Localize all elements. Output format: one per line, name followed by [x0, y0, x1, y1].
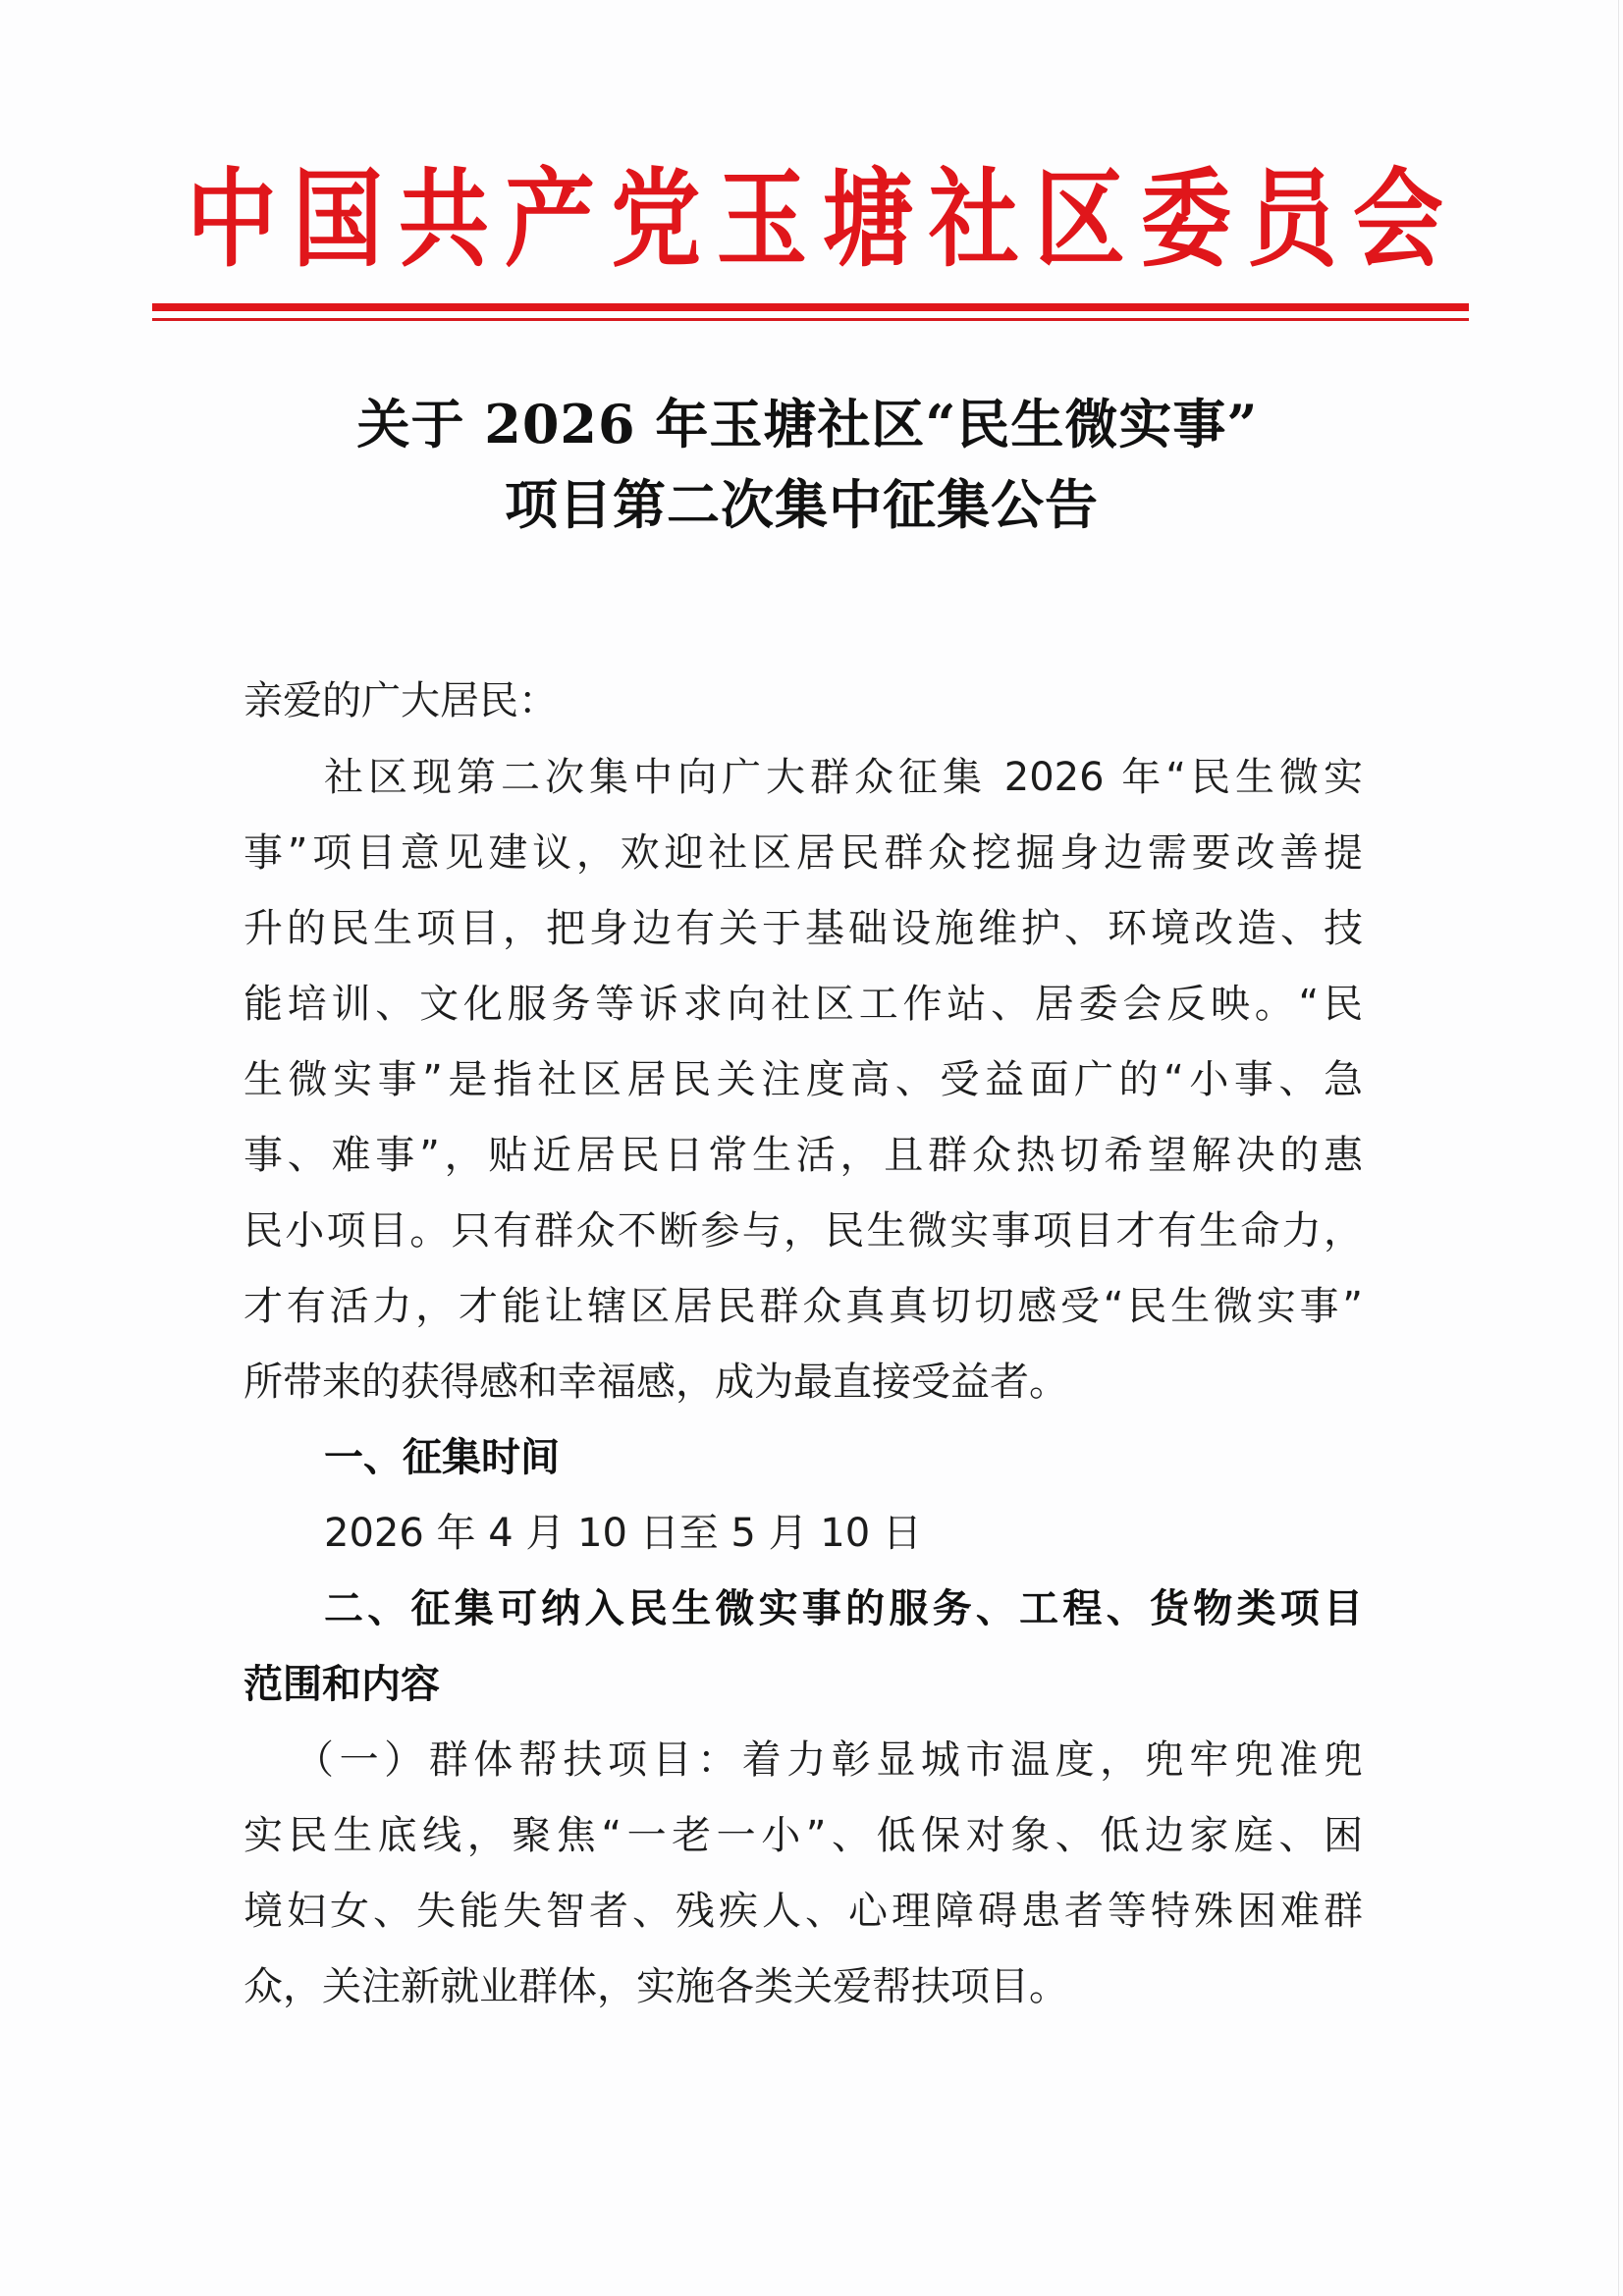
- paragraph-line: 能培训、文化服务等诉求向社区工作站、居委会反映。“民: [243, 982, 1363, 1027]
- letterhead-char: 产: [504, 155, 595, 282]
- section-heading-scope-cont: 范围和内容: [243, 1662, 440, 1707]
- document-title-line-2: 项目第二次集中征集公告: [505, 473, 1099, 536]
- section-heading-collection-time: 一、征集时间: [324, 1435, 560, 1480]
- letterhead-char: 共: [398, 155, 489, 282]
- paragraph-line: 生微实事”是指社区居民关注度高、受益面广的“小事、急: [243, 1057, 1363, 1102]
- letterhead-char: 中: [187, 155, 278, 282]
- paragraph-line: 才有活力，才能让辖区居民群众真真切切感受“民生微实事”: [243, 1284, 1363, 1329]
- letterhead-title: [187, 157, 1443, 280]
- document-title-line-1: 关于 2026 年玉塘社区“民生微实事”: [356, 393, 1259, 455]
- paragraph-line: 所带来的获得感和幸福感，成为最直接受益者。: [243, 1360, 1068, 1405]
- paragraph-line: 众，关注新就业群体，实施各类关爱帮扶项目。: [243, 1964, 1068, 2009]
- letterhead-char: 国: [292, 155, 383, 282]
- letterhead-char: 区: [1034, 155, 1125, 282]
- letterhead-char: 会: [1352, 155, 1443, 282]
- letterhead-rule-thin: [152, 318, 1469, 321]
- letterhead-char: 委: [1140, 155, 1231, 282]
- section-heading-scope: 二、征集可纳入民生微实事的服务、工程、货物类项目: [324, 1586, 1363, 1631]
- paragraph-line: 社区现第二次集中向广大群众征集 2026 年“民生微实: [324, 755, 1363, 800]
- salutation: 亲爱的广大居民：: [243, 678, 558, 723]
- letterhead-char: 社: [928, 155, 1019, 282]
- letterhead-rule-thick: [152, 303, 1469, 311]
- letterhead-char: 党: [610, 155, 701, 282]
- paragraph-line: 事”项目意见建议，欢迎社区居民群众挖掘身边需要改善提: [243, 830, 1363, 876]
- letterhead-char: 塘: [822, 155, 913, 282]
- paragraph-line: 升的民生项目，把身边有关于基础设施维护、环境改造、技: [243, 906, 1363, 951]
- paragraph-line: 实民生底线，聚焦“一老一小”、低保对象、低边家庭、困: [243, 1813, 1363, 1858]
- paragraph-line: （一）群体帮扶项目：着力彰显城市温度，兜牢兜准兜: [295, 1737, 1363, 1783]
- paragraph-line: 境妇女、失能失智者、残疾人、心理障碍患者等特殊困难群: [243, 1889, 1363, 1934]
- paragraph-line: 民小项目。只有群众不断参与，民生微实事项目才有生命力，: [243, 1208, 1363, 1254]
- collection-date-range: 2026 年 4 月 10 日至 5 月 10 日: [324, 1511, 922, 1556]
- letterhead-char: 员: [1246, 155, 1337, 282]
- letterhead-char: 玉: [716, 155, 807, 282]
- page-edge: [1618, 0, 1619, 2296]
- paragraph-line: 事、难事”，贴近居民日常生活，且群众热切希望解决的惠: [243, 1133, 1363, 1178]
